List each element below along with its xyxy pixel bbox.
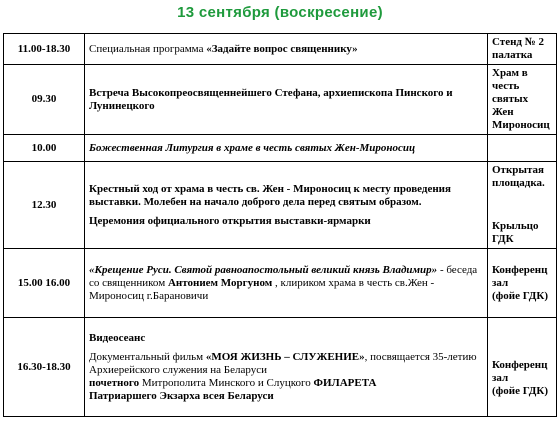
metropolitan-name: ФИЛАРЕТА	[313, 376, 377, 389]
event-text: Церемония официального открытия выставки-ярмарки	[89, 214, 371, 227]
time-cell: 12.30	[4, 162, 85, 249]
event-cell	[85, 162, 488, 249]
event-text: Специальная программа	[89, 42, 207, 55]
event-text: Патриаршего Экзарха всея Беларуси	[89, 389, 274, 402]
event-text: , посвящается 35-летию Архиерейского служения на Беларуси	[89, 350, 477, 376]
place-cell: Храм в честь святых Жен Мироносиц	[488, 65, 557, 135]
table-row	[4, 65, 557, 135]
table-row	[4, 318, 557, 417]
event-text: Митрополита Минского и Слуцкого	[139, 376, 314, 389]
event-title: «Крещение Руси. Святой равноапостольный великий князь Владимир»	[89, 263, 438, 276]
place-text: Крыльцо ГДК	[492, 220, 539, 245]
time-cell: 11.00-18.30	[4, 34, 85, 65]
table-row	[4, 249, 557, 318]
time-cell: 16.30-18.30	[4, 318, 85, 417]
place-text: (фойе ГДК)	[492, 384, 548, 397]
place-cell	[488, 318, 557, 417]
speaker-name: Антонием Моргуном	[167, 276, 273, 289]
place-cell: Стенд № 2 палатка	[488, 34, 557, 65]
time-cell: 09.30	[4, 65, 85, 135]
table-row	[4, 135, 557, 162]
place-text: Конференц зал	[492, 358, 548, 384]
place-cell	[488, 135, 557, 162]
event-cell	[85, 318, 488, 417]
event-text: - беседа со священником	[89, 263, 478, 289]
place-text: Открытая площадка.	[492, 164, 545, 189]
event-text: Крестный ход от храма в честь св. Жен - Мироносиц к месту проведения выставки. Молебен на начало доброго дела перед святым образом.	[89, 182, 451, 208]
place-text: Конференц зал	[492, 263, 548, 289]
place-cell	[488, 162, 557, 249]
event-text: , клириком храма в честь св.Жен - Мироносиц г.Барановичи	[89, 276, 435, 302]
event-cell	[85, 34, 488, 65]
event-title: Видеосеанс	[89, 331, 146, 344]
event-cell: Встреча Высокопреосвященнейшего Стефана, архиепископа Пинского и Лунинецкого	[85, 65, 488, 135]
event-text: Документальный фильм	[89, 350, 206, 363]
schedule-table	[3, 33, 557, 417]
place-text: (фойе ГДК)	[492, 289, 548, 302]
place-cell	[488, 249, 557, 318]
event-cell: Божественная Литургия в храме в честь святых Жен-Мироносиц	[85, 135, 488, 162]
event-title: «Задайте вопрос священнику»	[206, 42, 358, 55]
time-cell: 10.00	[4, 135, 85, 162]
time-cell: 15.00 16.00	[4, 249, 85, 318]
table-row	[4, 162, 557, 249]
event-text: почетного	[89, 376, 140, 389]
page-title: 13 сентября (воскресение)	[177, 4, 383, 21]
film-title: «МОЯ ЖИЗНЬ – СЛУЖЕНИЕ»	[205, 350, 365, 363]
event-cell	[85, 249, 488, 318]
table-row	[4, 34, 557, 65]
